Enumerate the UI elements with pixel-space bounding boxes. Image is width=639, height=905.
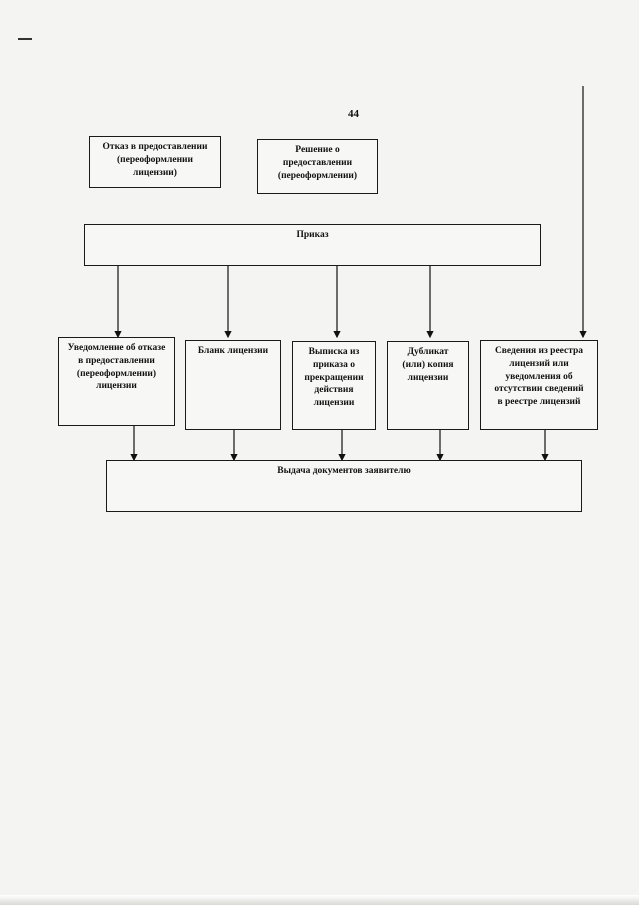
order-label: Приказ — [296, 230, 329, 240]
license-form-box — [185, 340, 281, 430]
order-box — [84, 224, 541, 266]
refusal-box — [89, 136, 221, 188]
extract-termination-label: Выписка из приказа о прекращении действия лицензии — [304, 347, 364, 409]
refusal-label: Отказ в предоставлении (переоформлении лицензии) — [102, 142, 208, 178]
decision-box — [257, 139, 378, 194]
duplicate-copy-box — [387, 341, 469, 430]
duplicate-copy-label: Дубликат (или) копия лицензии — [402, 347, 454, 383]
notice-refusal-box — [58, 337, 175, 426]
registry-info-label: Сведения из реестра лицензий или уведомления об отсутствии сведений в реестре лицензий — [494, 346, 584, 408]
license-form-label: Бланк лицензии — [197, 346, 269, 356]
issuance-box — [106, 460, 582, 512]
decision-label: Решение о предоставлении (переоформлении) — [277, 145, 358, 181]
registry-info-box — [480, 340, 598, 430]
notice-refusal-label: Уведомление об отказе в предоставлении (переоформлении) лицензии — [67, 343, 166, 392]
issuance-label: Выдача документов заявителю — [277, 466, 411, 476]
page-bottom-edge — [0, 895, 639, 905]
page-number: 44 — [348, 108, 359, 120]
extract-termination-box — [292, 341, 376, 430]
